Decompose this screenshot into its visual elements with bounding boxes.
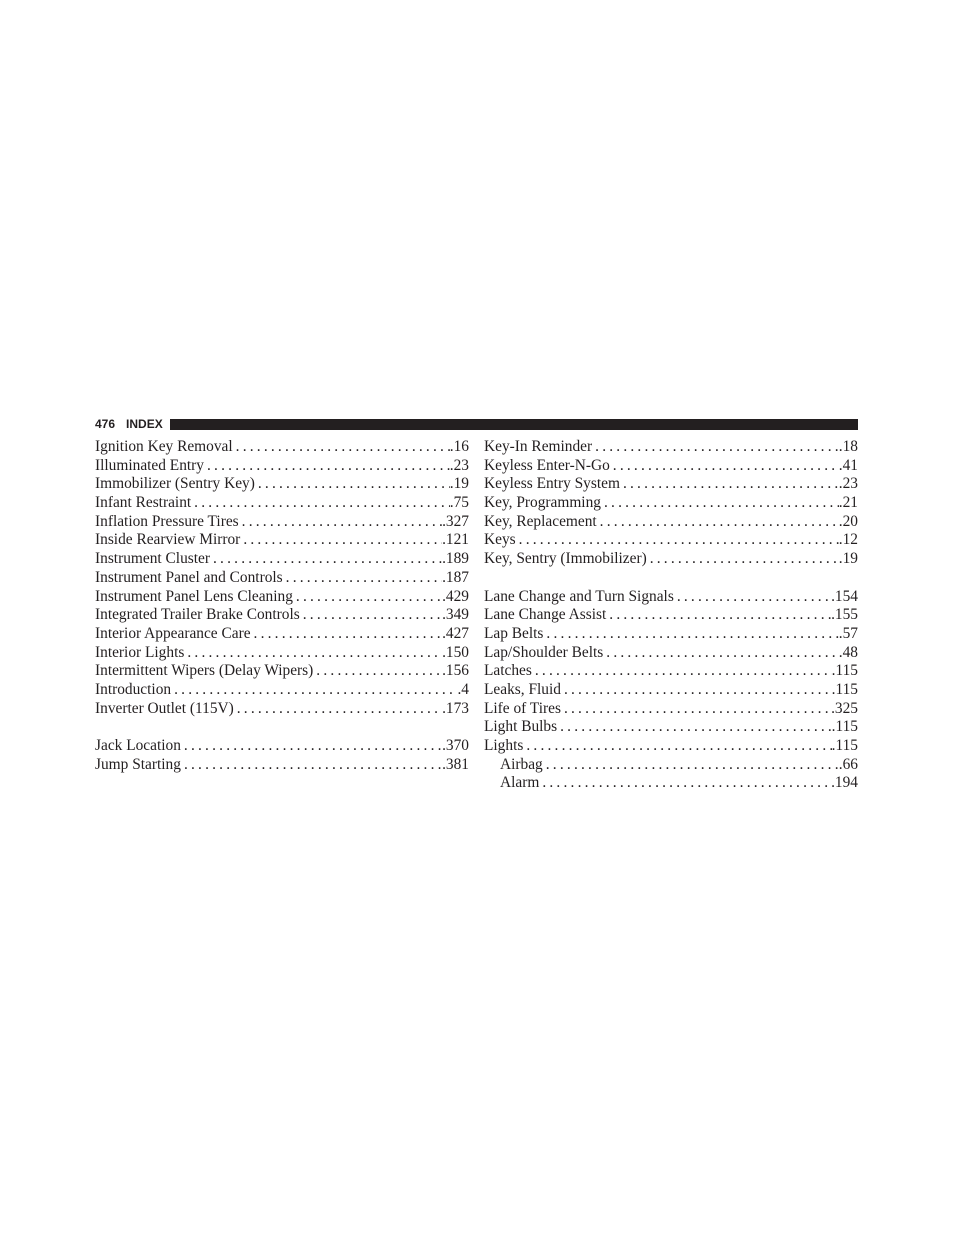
entry-page: .173 [442, 699, 469, 717]
dot-leader [647, 550, 839, 569]
index-entry [484, 662, 858, 681]
entry-term: Instrument Cluster [95, 550, 210, 568]
entry-page: .194 [831, 774, 858, 792]
index-entry [484, 438, 858, 457]
entry-page: .155 [831, 606, 858, 624]
entry-page: .23 [838, 475, 858, 493]
index-entry [95, 588, 469, 607]
entry-page: .18 [838, 438, 858, 455]
entry-page: .41 [838, 456, 858, 474]
index-entry [95, 756, 469, 775]
entry-page: .370 [442, 737, 469, 754]
entry-page: .115 [831, 680, 858, 698]
index-entry [484, 457, 858, 476]
entry-term: Inverter Outlet (115V) [95, 699, 234, 717]
entry-page: .327 [442, 512, 469, 530]
entry-term: Key, Programming [484, 494, 601, 512]
dot-leader [516, 531, 839, 550]
dot-leader [293, 588, 442, 607]
index-entry [95, 625, 469, 644]
entry-page: .156 [442, 662, 469, 680]
dot-leader [674, 588, 831, 607]
letter-group-gap [95, 718, 469, 737]
index-entry [484, 644, 858, 663]
index-subentry [484, 774, 858, 793]
index-entry [95, 681, 469, 700]
index-entry [484, 588, 858, 607]
dot-leader [620, 475, 839, 494]
dot-leader [234, 700, 442, 719]
entry-page: .19 [838, 550, 858, 568]
letter-group-gap [484, 569, 858, 588]
index-column-right [484, 438, 858, 793]
dot-leader [561, 681, 832, 700]
dot-leader [300, 606, 442, 625]
dot-leader [181, 756, 442, 775]
entry-page: .4 [457, 680, 469, 698]
dot-leader [606, 606, 831, 625]
entry-term: Inflation Pressure Tires [95, 512, 239, 530]
index-entry [484, 625, 858, 644]
index-entry [484, 700, 858, 719]
index-entry [95, 457, 469, 476]
index-entry [484, 550, 858, 569]
index-entry [95, 700, 469, 719]
entry-term: Keys [484, 531, 516, 549]
index-subentry [484, 756, 858, 775]
dot-leader [543, 756, 839, 775]
entry-page: .19 [449, 475, 469, 493]
dot-leader [283, 569, 442, 588]
entry-page: .349 [442, 606, 469, 624]
entry-page: .187 [442, 568, 469, 586]
entry-term: Interior Appearance Care [95, 624, 251, 642]
entry-term: Key, Sentry (Immobilizer) [484, 550, 647, 568]
entry-page: .75 [449, 494, 469, 512]
index-entry [484, 737, 858, 756]
dot-leader [610, 457, 839, 476]
entry-term: Key, Replacement [484, 512, 597, 530]
index-entry [484, 531, 858, 550]
entry-term: Keyless Entry System [484, 475, 620, 493]
entry-term: Infant Restraint [95, 494, 192, 512]
entry-term: Illuminated Entry [95, 456, 204, 474]
dot-leader [532, 662, 832, 681]
dot-leader [171, 681, 457, 700]
index-entry [95, 494, 469, 513]
entry-page: .381 [442, 755, 469, 773]
index-entry [95, 606, 469, 625]
entry-page: .121 [442, 531, 469, 549]
entry-page: .16 [449, 438, 469, 455]
entry-term: Airbag [500, 755, 543, 773]
entry-term: Life of Tires [484, 699, 561, 717]
dot-leader [255, 475, 450, 494]
entry-page: .154 [831, 587, 858, 605]
entry-term: Instrument Panel Lens Cleaning [95, 587, 293, 605]
dot-leader [233, 438, 450, 457]
entry-term: Interior Lights [95, 643, 185, 661]
index-entry [484, 494, 858, 513]
entry-term: Intermittent Wipers (Delay Wipers) [95, 662, 314, 680]
dot-leader [251, 625, 443, 644]
dot-leader [204, 457, 450, 476]
entry-page: .429 [442, 587, 469, 605]
entry-term: Lights [484, 737, 524, 754]
index-entry [95, 569, 469, 588]
entry-term: Alarm [500, 774, 540, 792]
entry-term: Lap/Shoulder Belts [484, 643, 604, 661]
dot-leader [181, 737, 442, 756]
entry-term: Lane Change and Turn Signals [484, 587, 674, 605]
index-entry [484, 475, 858, 494]
entry-term: Instrument Panel and Controls [95, 568, 283, 586]
entry-term: Lap Belts [484, 624, 544, 642]
entry-term: Jump Starting [95, 755, 181, 773]
entry-page: .189 [442, 550, 469, 568]
header-rule [170, 419, 858, 430]
dot-leader [184, 644, 442, 663]
dot-leader [543, 625, 838, 644]
dot-leader [597, 513, 839, 532]
index-entry [95, 513, 469, 532]
dot-leader [191, 494, 450, 513]
index-entry [484, 681, 858, 700]
index-entry [95, 644, 469, 663]
entry-term: Keyless Enter-N-Go [484, 456, 610, 474]
index-entry [484, 718, 858, 737]
entry-term: Integrated Trailer Brake Controls [95, 606, 300, 624]
entry-page: .115 [831, 662, 858, 680]
entry-term: Light Bulbs [484, 718, 558, 736]
dot-leader [313, 662, 442, 681]
entry-page: .12 [838, 531, 858, 549]
index-entry [95, 550, 469, 569]
entry-page: .150 [442, 643, 469, 661]
index-column-left [95, 438, 469, 774]
entry-page: .115 [831, 718, 858, 736]
entry-term: Lane Change Assist [484, 606, 607, 624]
index-entry [95, 662, 469, 681]
entry-page: .66 [838, 755, 858, 773]
index-entry [95, 531, 469, 550]
dot-leader [592, 438, 839, 457]
entry-page: .325 [831, 699, 858, 717]
dot-leader [239, 513, 442, 532]
index-entry [95, 438, 469, 457]
dot-leader [240, 531, 442, 550]
entry-term: Inside Rearview Mirror [95, 531, 241, 549]
entry-term: Ignition Key Removal [95, 438, 233, 455]
index-entry [484, 606, 858, 625]
entry-term: Immobilizer (Sentry Key) [95, 475, 255, 493]
dot-leader [601, 494, 839, 513]
page-header [95, 417, 858, 431]
dot-leader [210, 550, 442, 569]
index-entry [95, 475, 469, 494]
dot-leader [561, 700, 831, 719]
index-entry [484, 513, 858, 532]
index-entry [95, 737, 469, 756]
entry-page: .21 [838, 494, 858, 512]
entry-page: .23 [449, 456, 469, 474]
dot-leader [603, 644, 838, 663]
entry-page: .57 [838, 624, 858, 642]
dot-leader [523, 737, 831, 756]
page-number: 476 [95, 417, 116, 431]
entry-term: Key-In Reminder [484, 438, 593, 455]
section-title: INDEX [126, 417, 163, 431]
entry-term: Jack Location [95, 737, 181, 754]
entry-term: Latches [484, 662, 532, 680]
entry-page: .48 [838, 643, 858, 661]
entry-page: .427 [442, 624, 469, 642]
entry-page: .20 [838, 512, 858, 530]
entry-term: Leaks, Fluid [484, 680, 561, 698]
dot-leader [539, 774, 831, 793]
entry-term: Introduction [95, 680, 172, 698]
dot-leader [557, 718, 832, 737]
entry-page: .115 [831, 737, 858, 754]
